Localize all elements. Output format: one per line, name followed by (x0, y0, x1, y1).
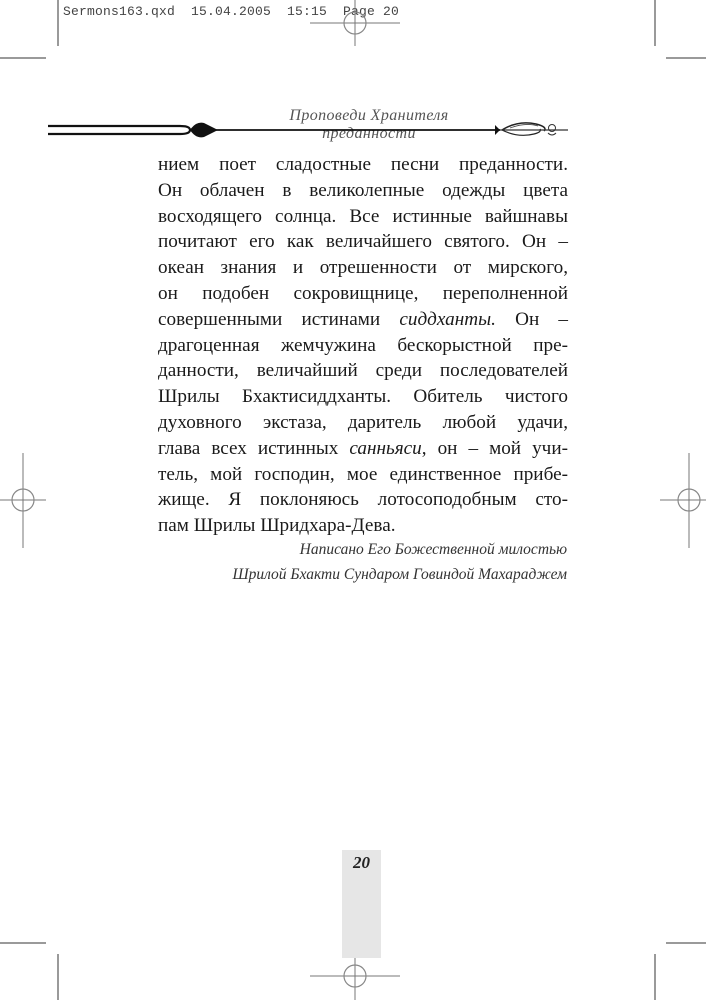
registration-mark-bottom-icon (310, 954, 400, 1000)
text-line: восходящего солнца. Все истинные вайшнавы (158, 205, 568, 227)
text-line: океан знания и отрешенности от мирского, (158, 257, 568, 279)
crop-mark-bottom-right-vertical (654, 954, 656, 1000)
attribution (170, 537, 567, 587)
crop-mark-bottom-right-horizontal (666, 942, 706, 944)
text-line: он подобен сокровищнице, переполненной (158, 282, 568, 304)
text-line: глава всех истинных санньяси, он – мой учи- (158, 437, 568, 459)
page-number: 20 (353, 853, 370, 872)
text-line: нием поет сладостные песни преданности. (158, 154, 568, 175)
crop-mark-bottom-left-horizontal (0, 942, 46, 944)
text-line: данности, величайший среди последователей (158, 360, 568, 382)
text-line: духовного экстаза, даритель любой удачи, (158, 411, 568, 433)
crop-mark-top-left-vertical (57, 0, 59, 46)
text-line: Он облачен в великолепные одежды цвета (158, 179, 568, 201)
crop-mark-top-left-horizontal (0, 57, 46, 59)
emphasis-term-siddhanta: сиддханты. (399, 308, 496, 330)
crop-mark-top-right-horizontal (666, 57, 706, 59)
slug-line: Sermons163.qxd 15.04.2005 15:15 Page 20 (63, 4, 400, 19)
emphasis-term-sannyasi: санньяси (349, 437, 422, 459)
crop-mark-top-right-vertical (654, 0, 656, 46)
text-line: совершенными истинами сиддханты. Он – (158, 308, 569, 330)
running-head-title: Проповеди Хранителя преданности (289, 107, 449, 142)
body-paragraph (158, 152, 568, 539)
registration-mark-right-icon (660, 453, 706, 548)
text-line: драгоценная жемчужина бескорыстной пре- (158, 334, 568, 356)
text-line: почитают его как величайшего святого. Он – (158, 231, 568, 253)
header-ornament-rule (40, 118, 580, 142)
text-line: пам Шрилы Шридхара-Дева. (158, 515, 396, 537)
crop-mark-bottom-left-vertical (57, 954, 59, 1000)
attribution-line-2: Шрилой Бхакти Сундаром Говиндой Махараджем (232, 566, 567, 583)
registration-mark-top-icon (310, 0, 400, 46)
registration-mark-left-icon (0, 453, 46, 548)
text-line: Шрилы Бхактисиддханты. Обитель чистого (158, 386, 568, 408)
attribution-line-1: Написано Его Божественной милостью (299, 541, 567, 558)
text-line: тель, мой господин, мое единственное прибе- (158, 463, 568, 485)
text-line: жище. Я поклоняюсь лотосоподобным сто- (158, 489, 568, 511)
